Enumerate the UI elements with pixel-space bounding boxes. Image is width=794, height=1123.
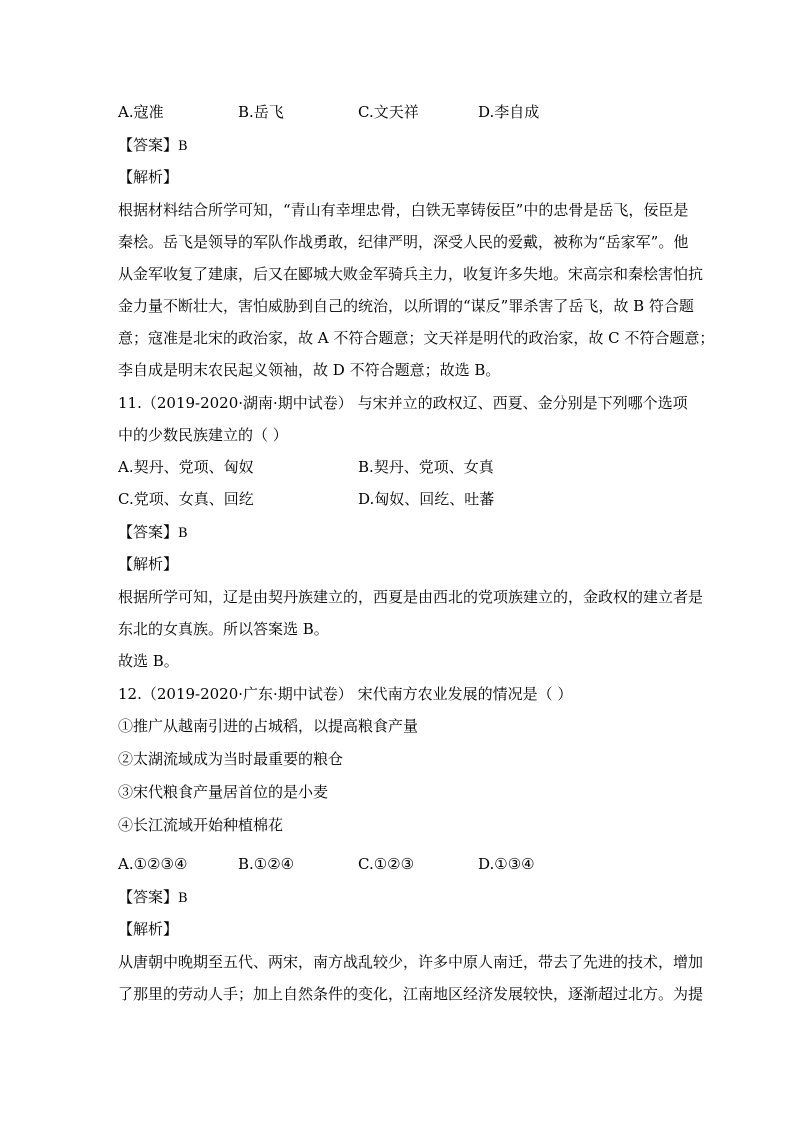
q12-analysis-label: 【解析】	[118, 920, 179, 938]
q10-option-b: B.岳飞	[238, 103, 284, 121]
q12-option-c: C.①②③	[358, 855, 415, 873]
answer-value: B	[178, 139, 188, 154]
answer-label: 【答案】	[118, 523, 179, 541]
q10-analysis-line: 李自成是明末农民起义领袖，故 D 不符合题意；故选 B。	[118, 361, 501, 379]
q11-stem-line-1: 11.（2019-2020·湖南·期中试卷） 与宋并立的政权辽、西夏、金分别是下列哪个选项	[118, 394, 688, 412]
q10-analysis-line: 金力量不断壮大，害怕威胁到自己的统治，以所谓的“谋反”罪杀害了岳飞，故 B 符合题	[118, 297, 694, 315]
answer-value: B	[178, 891, 188, 906]
q11-stem-line-2: 中的少数民族建立的（ ）	[118, 426, 288, 444]
q11-analysis-line: 东北的女真族。所以答案选 B。	[118, 620, 329, 638]
q10-analysis-line: 从金军收复了建康，后又在郾城大败金军骑兵主力，收复许多失地。宋高宗和秦桧害怕抗	[118, 265, 704, 283]
q11-analysis-label: 【解析】	[118, 555, 179, 573]
q10-option-d: D.李自成	[478, 103, 540, 121]
q10-analysis-line: 意；寇准是北宋的政治家，故 A 不符合题意；文天祥是明代的政治家，故 C 不符合题意；	[118, 329, 715, 347]
q12-answer	[118, 887, 188, 909]
q11-answer	[118, 522, 188, 544]
q11-option-b: B.契丹、党项、女真	[358, 458, 494, 476]
q12-statement: ④长江流域开始种植棉花	[118, 816, 284, 834]
q11-analysis-line: 根据所学可知，辽是由契丹族建立的，西夏是由西北的党项族建立的，金政权的建立者是	[118, 588, 704, 606]
answer-label: 【答案】	[118, 888, 179, 906]
q12-statement: ②太湖流域成为当时最重要的粮仓	[118, 750, 344, 768]
q12-statement: ③宋代粮食产量居首位的是小麦	[118, 783, 329, 801]
q11-option-d: D.匈奴、回纥、吐蕃	[358, 490, 495, 508]
q12-analysis-line: 了那里的劳动人手；加上自然条件的变化，江南地区经济发展较快，逐渐超过北方。为提	[118, 985, 704, 1003]
q11-option-a: A.契丹、党项、匈奴	[118, 458, 254, 476]
q10-analysis-line: 根据材料结合所学可知，“青山有幸埋忠骨，白铁无辜铸佞臣”中的忠骨是岳飞，佞臣是	[118, 201, 689, 219]
q12-stem: 12.（2019-2020·广东·期中试卷） 宋代南方农业发展的情况是（ ）	[118, 685, 573, 703]
q10-option-c: C.文天祥	[358, 103, 419, 121]
q12-statement: ①推广从越南引进的占城稻，以提高粮食产量	[118, 717, 419, 735]
q12-option-a: A.①②③④	[118, 855, 188, 873]
q12-option-b: B.①②④	[238, 855, 295, 873]
q10-analysis-label: 【解析】	[118, 168, 179, 186]
q10-answer	[118, 135, 188, 157]
q10-option-a: A.寇准	[118, 103, 164, 121]
q10-analysis-line: 秦桧。岳飞是领导的军队作战勇敢，纪律严明，深受人民的爱戴，被称为“岳家军”。他	[118, 233, 689, 251]
q12-option-d: D.①③④	[478, 855, 535, 873]
answer-label: 【答案】	[118, 136, 179, 154]
q11-option-c: C.党项、女真、回纥	[118, 490, 254, 508]
answer-value: B	[178, 526, 188, 541]
q12-analysis-line: 从唐朝中晚期至五代、两宋，南方战乱较少，许多中原人南迁，带去了先进的技术，增加	[118, 953, 704, 971]
q11-analysis-line: 故选 B。	[118, 652, 179, 670]
